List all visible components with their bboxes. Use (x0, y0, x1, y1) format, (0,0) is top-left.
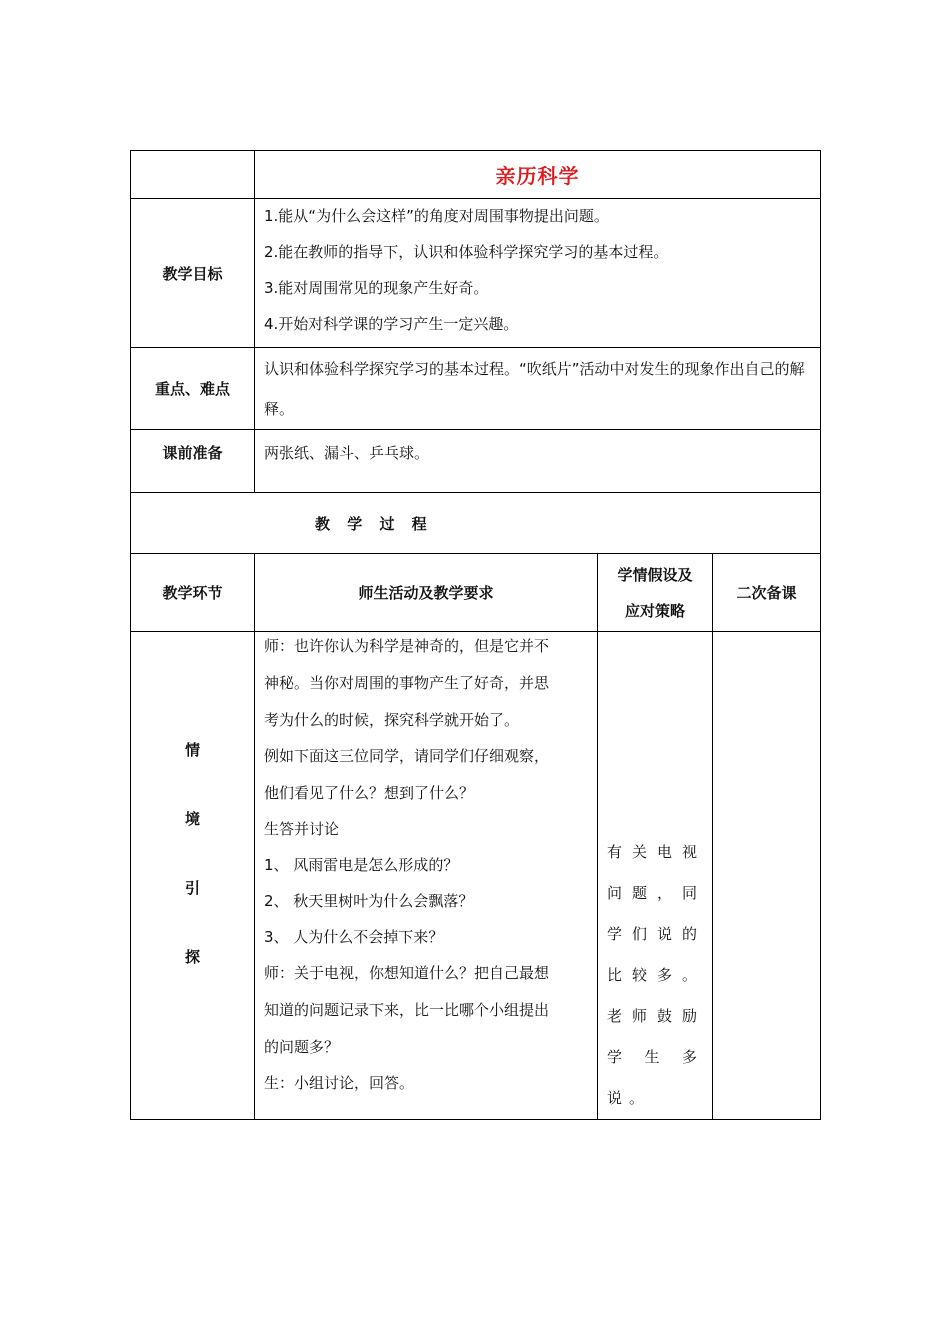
objective-item: 4.开始对科学课的学习产生一定兴趣。 (264, 315, 519, 333)
stage-char: 引 (184, 878, 200, 897)
activity-line: 生：小组讨论，回答。 (264, 1074, 415, 1092)
key-points-text: 认识和体验科学探究学习的基本过程。“吹纸片”活动中对发生的现象作出自己的解释。 (255, 348, 821, 430)
title-blank-cell (131, 151, 255, 199)
activity-line: 神秘。当你对周围的事物产生了好奇，并思 (264, 674, 550, 692)
strategy-text: 有关电视问题，同学们说的比较多。老师鼓励学生多说。 (607, 843, 704, 1107)
activity-line: 师：关于电视，你想知道什么？把自己最想 (264, 964, 550, 982)
lesson-title: 亲历科学 (495, 164, 580, 188)
title-row (131, 151, 821, 199)
objectives-label: 教学目标 (131, 199, 255, 348)
activity-line: 知道的问题记录下来，比一比哪个小组提出 (264, 1001, 550, 1019)
strategy-cell (598, 632, 713, 1120)
objective-item: 2.能在教师的指导下，认识和体验科学探究学习的基本过程。 (264, 243, 669, 261)
title-cell (255, 151, 821, 199)
objectives-list (255, 199, 821, 348)
preparation-text: 两张纸、漏斗、乒乓球。 (255, 430, 821, 493)
stage-cell (131, 632, 255, 1120)
column-header-row (131, 554, 821, 632)
col-header-activity: 师生活动及教学要求 (255, 554, 598, 632)
activity-line: 3、 人为什么不会掉下来？ (264, 928, 444, 946)
lesson-plan-table (130, 150, 821, 1120)
col-header-strategy (598, 554, 713, 632)
activity-line: 师：也许你认为科学是神奇的，但是它并不 (264, 637, 550, 655)
objective-item: 1.能从“为什么会这样”的角度对周围事物提出问题。 (264, 207, 609, 225)
activity-line: 例如下面这三位同学，请同学们仔细观察， (264, 747, 550, 765)
activity-line: 的问题多？ (264, 1038, 340, 1056)
col-header-stage: 教学环节 (131, 554, 255, 632)
activity-line: 2、 秋天里树叶为什么会飘落？ (264, 892, 474, 910)
preparation-row (131, 430, 821, 493)
stage-row (131, 632, 821, 1120)
activity-cell (255, 632, 598, 1120)
activity-line: 1、 风雨雷电是怎么形成的？ (264, 856, 459, 874)
preparation-label: 课前准备 (131, 430, 255, 493)
stage-char: 境 (184, 809, 200, 828)
activity-line: 他们看见了什么？想到了什么？ (264, 784, 475, 802)
stage-char: 探 (184, 947, 200, 966)
col-header-second-prep: 二次备课 (713, 554, 821, 632)
process-heading-row (131, 493, 821, 554)
stage-char: 情 (184, 740, 200, 759)
activity-line: 考为什么的时候，探究科学就开始了。 (264, 711, 520, 729)
key-points-row (131, 348, 821, 430)
second-prep-cell (713, 632, 821, 1120)
objectives-row (131, 199, 821, 348)
objective-item: 3.能对周围常见的现象产生好奇。 (264, 279, 489, 297)
col-header-strategy-line1: 学情假设及 (617, 565, 693, 584)
col-header-strategy-line2: 应对策略 (624, 601, 685, 620)
activity-line: 生答并讨论 (264, 820, 340, 838)
key-points-label: 重点、难点 (131, 348, 255, 430)
process-heading: 教 学 过 程 (131, 493, 821, 554)
